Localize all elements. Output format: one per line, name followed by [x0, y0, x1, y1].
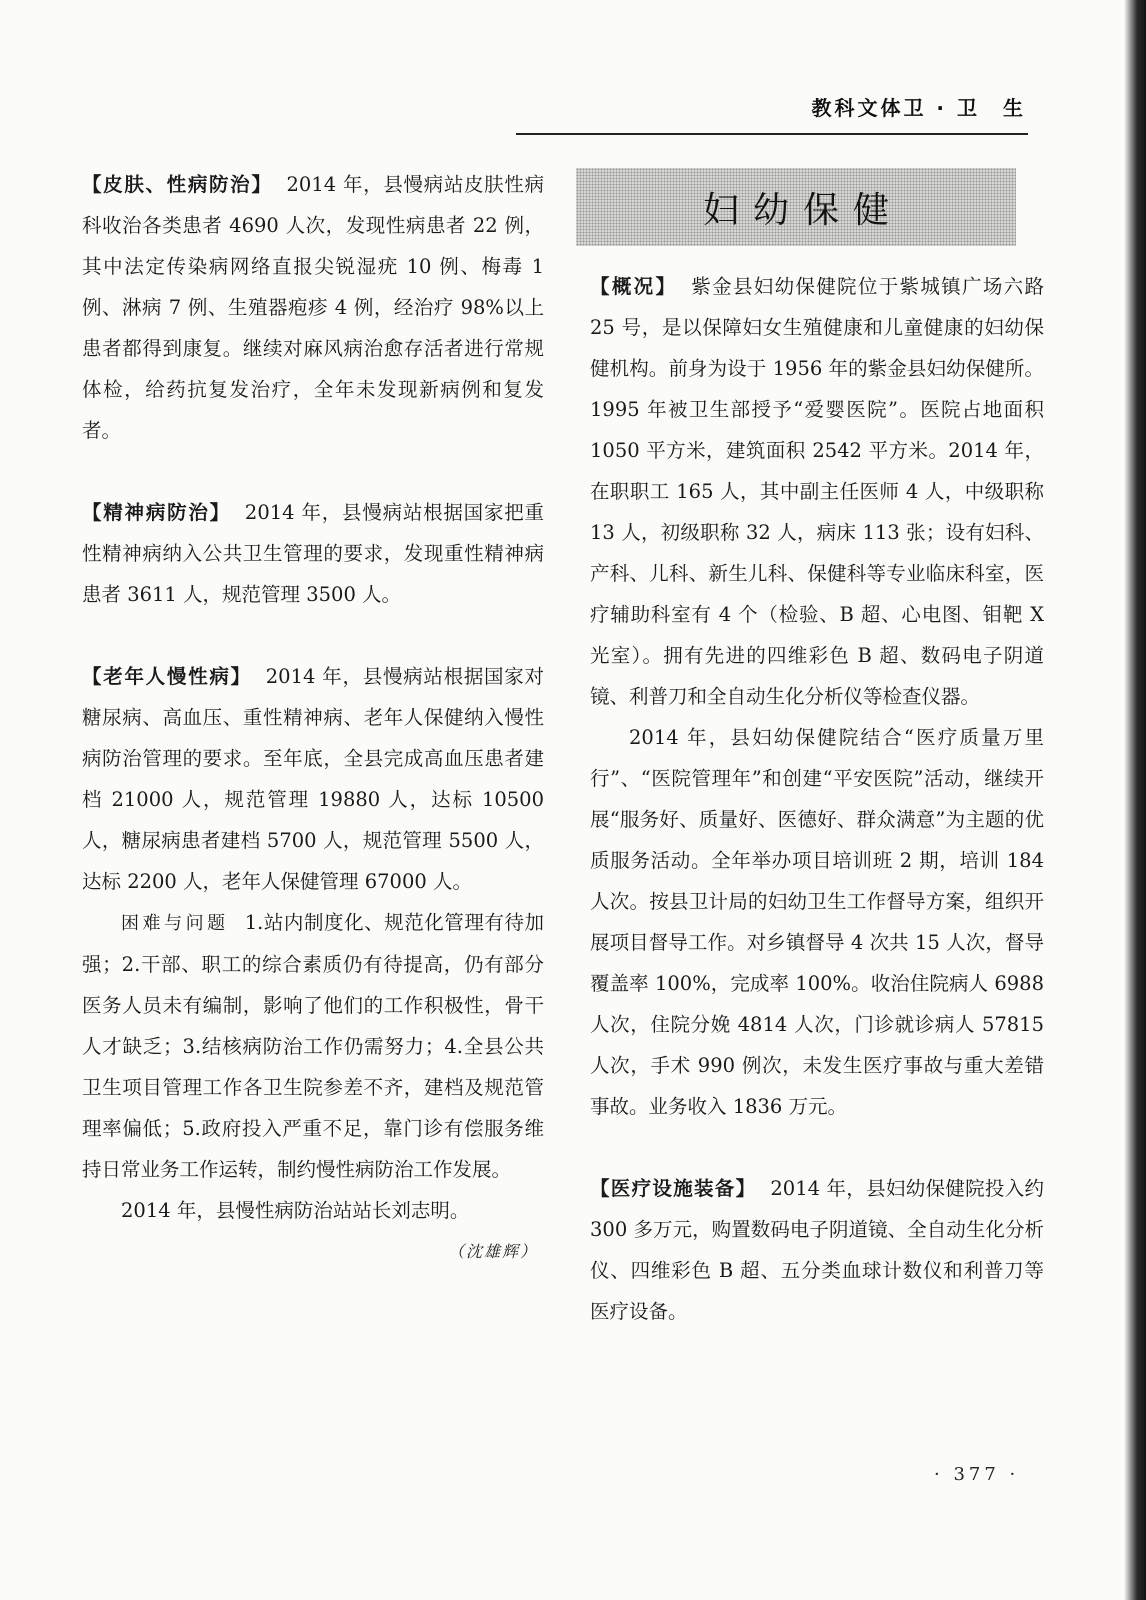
difficulties-paragraph [82, 902, 544, 1190]
section-title-box [576, 168, 1016, 246]
mental-paragraph [82, 492, 544, 615]
elderly-body: 2014 年，县慢病站根据国家对糖尿病、高血压、重性精神病、老年人保健纳入慢性病防治管理的要求。至年底，全县完成高血压患者建档 21000 人，规范管理 19880 人，达标 10500 人，糖尿病患者建档 5700 人，规范管理 5500 人，达标 2200 人，老年人保健管理 67000 人。 [82, 665, 544, 893]
overview-body: 紫金县妇幼保健院位于紫城镇广场六路 25 号，是以保障妇女生殖健康和儿童健康的妇幼保健机构。前身为设于 1956 年的紫金县妇幼保健所。1995 年被卫生部授予“爱婴医院”。医院占地面积 1050 平方米，建筑面积 2542 平方米。2014 年，在职职工 165 人，其中副主任医师 4 人，中级职称 13 人，初级职称 32 人，病床 113 张；设有妇科、产科、儿科、新生儿科、保健科等专业临床科室，医疗辅助科室有 4 个（检验、B 超、心电图、钼靶 X 光室）。拥有先进的四维彩色 B 超、数码电子阴道镜、利普刀和全自动生化分析仪等检查仪器。 [590, 275, 1044, 708]
header-rule [516, 133, 1028, 135]
running-head: 教科文体卫 · 卫 生 [811, 96, 1026, 120]
right-column [590, 266, 1044, 1332]
difficulties-body: 1.站内制度化、规范化管理有待加强；2.干部、职工的综合素质仍有待提高，仍有部分医务人员未有编制，影响了他们的工作积极性，骨干人才缺乏；3.结核病防治工作仍需努力；4.全县公共卫生项目管理工作各卫生院参差不齐，建档及规范管理率偏低；5.政府投入严重不足，靠门诊有偿服务维持日常业务工作运转，制约慢性病防治工作发展。 [82, 911, 544, 1181]
elderly-heading: 【老年人慢性病】 [82, 665, 252, 688]
section-title: 妇幼保健 [702, 189, 903, 231]
left-column [82, 164, 544, 1272]
overview-heading: 【概况】 [590, 275, 678, 298]
director-paragraph: 2014 年，县慢性病防治站站长刘志明。 [121, 1199, 470, 1222]
equipment-heading: 【医疗设施装备】 [590, 1177, 757, 1200]
scan-page-edge [1124, 0, 1146, 1600]
mental-body: 2014 年，县慢病站根据国家把重性精神病纳入公共卫生管理的要求，发现重性精神病患者 3611 人，规范管理 3500 人。 [82, 501, 544, 606]
page-number: · 377 · [934, 1464, 1020, 1485]
equipment-paragraph [590, 1168, 1044, 1332]
elderly-paragraph [82, 656, 544, 902]
skin-std-heading: 【皮肤、性病防治】 [82, 173, 273, 196]
mental-heading: 【精神病防治】 [82, 501, 231, 524]
overview-paragraph [590, 266, 1044, 717]
equipment-body: 2014 年，县妇幼保健院投入约 300 多万元，购置数码电子阴道镜、全自动生化分析仪、四维彩色 B 超、五分类血球计数仪和利普刀等医疗设备。 [590, 1177, 1044, 1323]
skin-std-body: 2014 年，县慢病站皮肤性病科收治各类患者 4690 人次，发现性病患者 22 例，其中法定传染病网络直报尖锐湿疣 10 例、梅毒 1 例、淋病 7 例、生殖器疱疹 4 例，经治疗 98%以上患者都得到康复。继续对麻风病治愈存活者进行常规体检，给药抗复发治疗，全年未发现新病例和复发者。 [82, 173, 544, 442]
difficulties-label: 困难与问题 [121, 913, 229, 934]
activities-paragraph: 2014 年，县妇幼保健院结合“医疗质量万里行”、“医院管理年”和创建“平安医院”活动，继续开展“服务好、质量好、医德好、群众满意”为主题的优质服务活动。全年举办项目培训班 2 期，培训 184 人次。按县卫计局的妇幼卫生工作督导方案，组织开展项目督导工作。对乡镇督导 4 次共 15 人次，督导覆盖率 100%，完成率 100%。收治住院病人 6988 人次，住院分娩 4814 人次，门诊就诊病人 57815 人次，手术 990 例次，未发生医疗事故与重大差错事故。业务收入 1836 万元。 [590, 726, 1044, 1118]
author-signature: （沈雄辉） [447, 1242, 538, 1261]
skin-std-paragraph [82, 164, 544, 451]
